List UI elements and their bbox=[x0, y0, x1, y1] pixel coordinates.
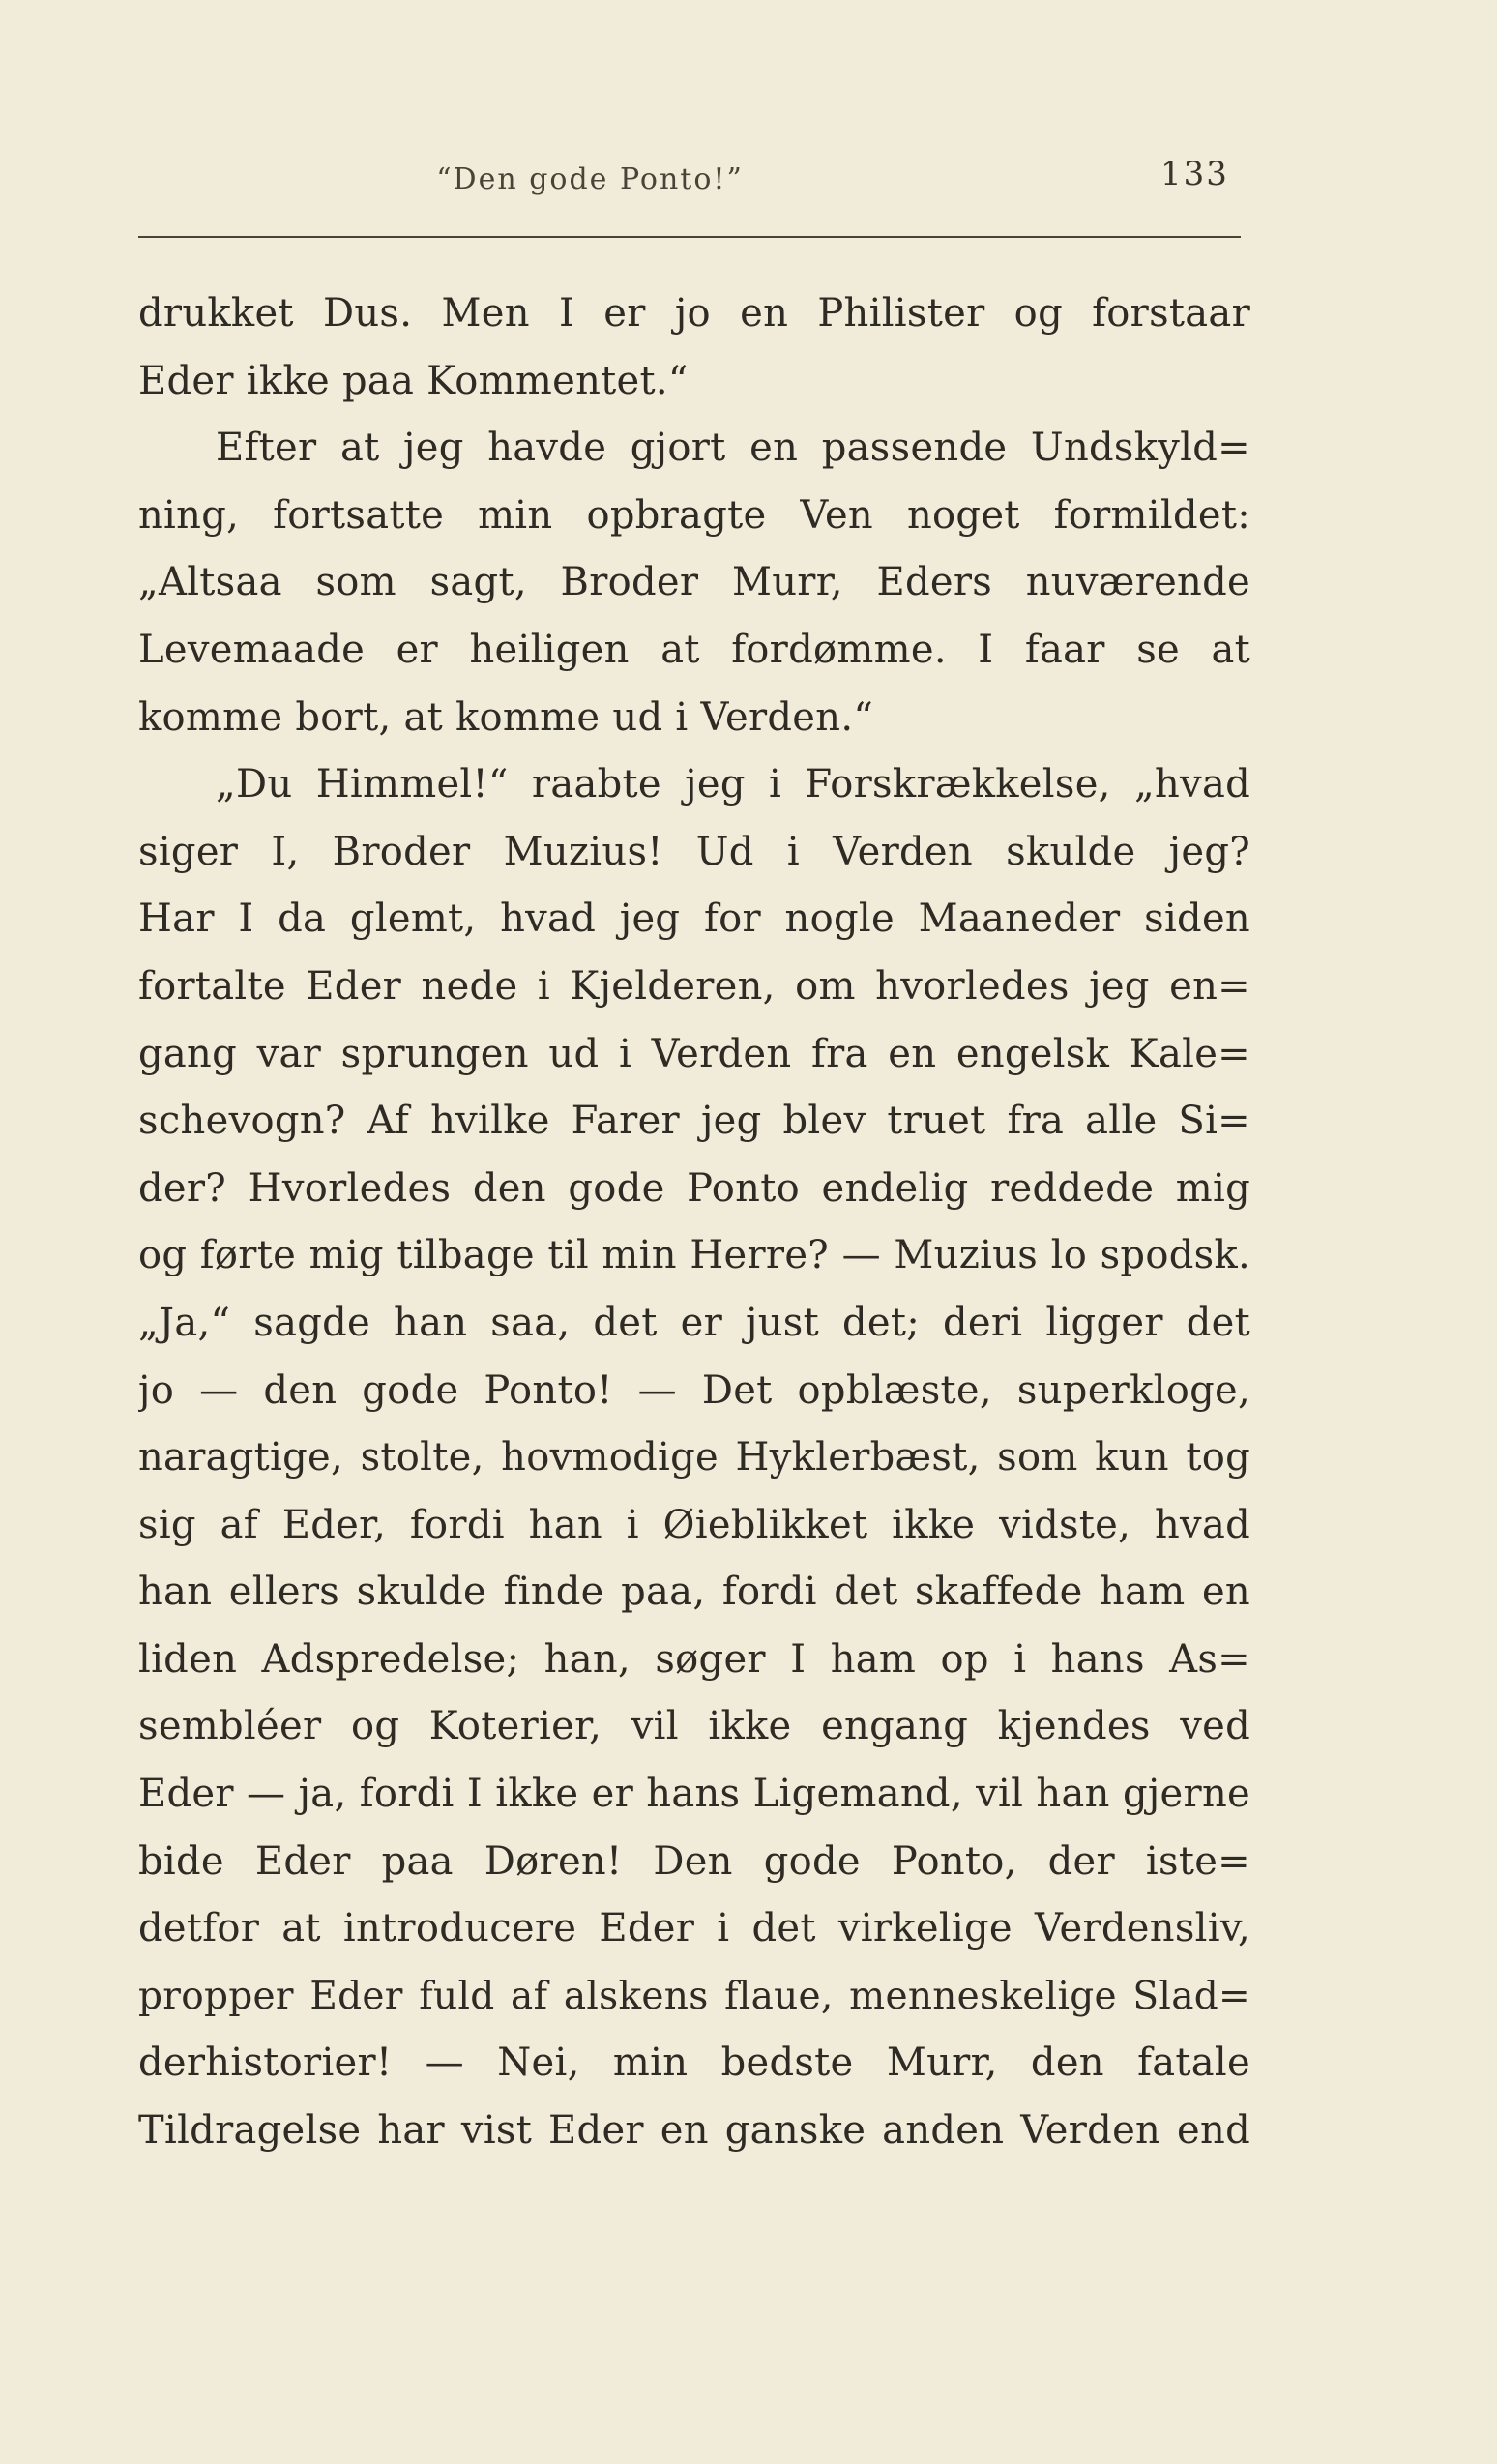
text-line: „Ja,“ sagde han saa, det er just det; deri ligger det bbox=[138, 1300, 1250, 1345]
text-line: „Altsaa som sagt, Broder Murr, Eders nuværende bbox=[138, 560, 1250, 605]
text-line: naragtige, stolte, hovmodige Hyklerbæst, som kun tog bbox=[138, 1435, 1250, 1481]
text-line: ning, fortsatte min opbragte Ven noget formildet: bbox=[138, 492, 1250, 538]
text-line: drukket Dus. Men I er jo en Philister og forstaar bbox=[138, 291, 1250, 336]
text-line: derhistorier! — Nei, min bedste Murr, den fatale bbox=[138, 2040, 1250, 2086]
text-line: propper Eder fuld af alskens flaue, menneskelige Slad= bbox=[138, 1974, 1250, 2018]
text-line: Efter at jeg havde gjort en passende Undskyld= bbox=[216, 425, 1250, 471]
text-line: Levemaade er heiligen at fordømme. I faar se at bbox=[138, 627, 1250, 672]
text-line: fortalte Eder nede i Kjelderen, om hvorledes jeg en= bbox=[138, 963, 1250, 1009]
text-line: gang var sprungen ud i Verden fra en engelsk Kale= bbox=[138, 1031, 1250, 1076]
text-line: komme bort, at komme ud i Verden.“ bbox=[138, 694, 874, 740]
text-line: sig af Eder, fordi han i Øieblikket ikke vidste, hvad bbox=[138, 1502, 1250, 1547]
text-line: siger I, Broder Muzius! Ud i Verden skulde jeg? bbox=[138, 829, 1250, 874]
page-number: 133 bbox=[1160, 155, 1229, 193]
text-line: han ellers skulde finde paa, fordi det skaffede ham en bbox=[138, 1569, 1250, 1615]
text-line: liden Adspredelse; han, søger I ham op i hans As= bbox=[138, 1636, 1250, 1682]
text-line: „Du Himmel!“ raabte jeg i Forskrækkelse, „hvad bbox=[216, 762, 1250, 807]
text-line: Eder ikke paa Kommentet.“ bbox=[138, 358, 689, 403]
text-line: detfor at introducere Eder i det virkelige Verdensliv, bbox=[138, 1906, 1250, 1951]
text-line: og førte mig tilbage til min Herre? — Muzius lo spodsk. bbox=[138, 1233, 1250, 1278]
running-title: “Den gode Ponto!” bbox=[436, 162, 744, 196]
text-line: Tildragelse har vist Eder en ganske anden Verden end bbox=[138, 2108, 1250, 2154]
body-text bbox=[138, 280, 1250, 2165]
text-line: sembléer og Koterier, vil ikke engang kjendes ved bbox=[138, 1704, 1250, 1749]
header-rule bbox=[138, 236, 1241, 238]
text-line: bide Eder paa Døren! Den gode Ponto, der iste= bbox=[138, 1838, 1250, 1884]
text-line: jo — den gode Ponto! — Det opblæste, superkloge, bbox=[138, 1367, 1250, 1413]
text-line: Eder — ja, fordi I ikke er hans Ligemand, vil han gjerne bbox=[138, 1772, 1250, 1817]
text-line: schevogn? Af hvilke Farer jeg blev truet fra alle Si= bbox=[138, 1099, 1250, 1144]
text-line: Har I da glemt, hvad jeg for nogle Maaneder siden bbox=[138, 896, 1250, 942]
text-line: der? Hvorledes den gode Ponto endelig reddede mig bbox=[138, 1165, 1250, 1211]
